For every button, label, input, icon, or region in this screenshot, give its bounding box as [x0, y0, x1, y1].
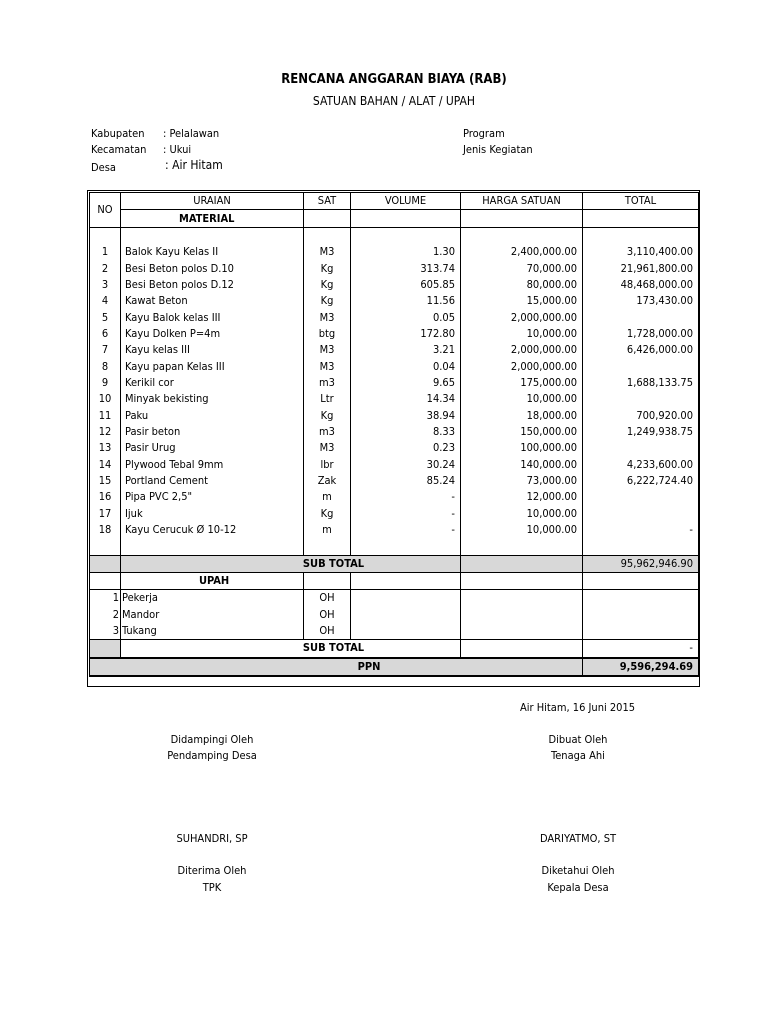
material-name: Besi Beton polos D.10 — [121, 260, 304, 276]
material-sat: Kg — [304, 260, 351, 276]
material-volume: - — [351, 506, 461, 522]
material-total: 1,728,000.00 — [583, 326, 699, 342]
kabupaten-label: Kabupaten — [91, 127, 145, 140]
place-date: Air Hitam, 16 Juni 2015 — [520, 701, 636, 714]
header-sat: SAT — [304, 193, 351, 210]
right-approver-role-1: Diketahui Oleh — [541, 864, 615, 877]
material-volume: 313.74 — [351, 260, 461, 276]
material-harga: 10,000.00 — [461, 326, 583, 342]
material-sat: m3 — [304, 424, 351, 440]
kabupaten-value: : Pelalawan — [163, 127, 220, 140]
cell — [90, 538, 121, 555]
spacer-row — [90, 538, 699, 555]
material-sat: M3 — [304, 358, 351, 374]
subtotal-upah-row — [90, 640, 699, 658]
cell — [121, 538, 304, 555]
material-sat: m — [304, 489, 351, 505]
material-volume: 38.94 — [351, 407, 461, 423]
material-no: 18 — [90, 522, 121, 538]
cell — [351, 538, 461, 555]
rab-table-body — [90, 193, 699, 676]
material-sat: Kg — [304, 506, 351, 522]
material-row — [90, 326, 699, 342]
material-no: 9 — [90, 375, 121, 391]
material-name: Paku — [121, 407, 304, 423]
cell — [304, 227, 351, 244]
cell — [304, 210, 351, 227]
material-no: 5 — [90, 309, 121, 325]
table-header-row — [90, 193, 699, 210]
material-harga: 150,000.00 — [461, 424, 583, 440]
subtotal-upah-value: - — [583, 640, 699, 658]
material-harga: 12,000.00 — [461, 489, 583, 505]
material-volume: 14.34 — [351, 391, 461, 407]
material-total — [583, 309, 699, 325]
desa-label: Desa — [91, 161, 116, 174]
left-signer-role-1: Didampingi Oleh — [170, 733, 254, 746]
material-total: 4,233,600.00 — [583, 457, 699, 473]
material-volume: 9.65 — [351, 375, 461, 391]
upah-row — [90, 590, 699, 607]
upah-name: Mandor — [121, 607, 304, 623]
material-no: 17 — [90, 506, 121, 522]
cell — [583, 623, 699, 640]
cell — [461, 555, 583, 572]
right-signer-name: DARIYATMO, ST — [539, 832, 617, 845]
material-row — [90, 277, 699, 293]
material-header-row — [90, 210, 699, 227]
material-volume: 605.85 — [351, 277, 461, 293]
left-approver-role-2: TPK — [202, 881, 222, 894]
cell — [583, 538, 699, 555]
material-volume: 8.33 — [351, 424, 461, 440]
upah-no: 1 — [90, 590, 121, 607]
cell — [351, 210, 461, 227]
jenis-kegiatan-label: Jenis Kegiatan — [463, 143, 533, 156]
material-volume: 3.21 — [351, 342, 461, 358]
cell — [304, 538, 351, 555]
material-name: Pasir Urug — [121, 440, 304, 456]
material-sat: M3 — [304, 440, 351, 456]
material-total: 48,468,000.00 — [583, 277, 699, 293]
right-approver-role-2: Kepala Desa — [547, 881, 609, 894]
kecamatan-value: : Ukui — [163, 143, 192, 156]
upah-no: 3 — [90, 623, 121, 640]
ppn-value: 9,596,294.69 — [583, 658, 699, 676]
desa-value: : Air Hitam — [165, 158, 223, 172]
material-sat: btg — [304, 326, 351, 342]
kecamatan-label: Kecamatan — [91, 143, 147, 156]
material-total: 1,688,133.75 — [583, 375, 699, 391]
cell — [121, 227, 304, 244]
material-sat: M3 — [304, 342, 351, 358]
material-name: Besi Beton polos D.12 — [121, 277, 304, 293]
material-row — [90, 457, 699, 473]
spacer-row — [90, 227, 699, 244]
material-row — [90, 244, 699, 260]
material-total — [583, 489, 699, 505]
material-no: 6 — [90, 326, 121, 342]
material-row — [90, 407, 699, 423]
material-total: 6,222,724.40 — [583, 473, 699, 489]
cell — [351, 623, 461, 640]
material-row — [90, 293, 699, 309]
material-harga: 10,000.00 — [461, 391, 583, 407]
header-volume: VOLUME — [351, 193, 461, 210]
material-name: Balok Kayu Kelas II — [121, 244, 304, 260]
upah-name: Tukang — [121, 623, 304, 640]
material-name: Kawat Beton — [121, 293, 304, 309]
cell — [351, 227, 461, 244]
material-harga: 10,000.00 — [461, 522, 583, 538]
subtotal-upah-label: SUB TOTAL — [121, 640, 461, 658]
subtotal-material-label: SUB TOTAL — [121, 555, 461, 572]
material-no: 15 — [90, 473, 121, 489]
material-volume: 1.30 — [351, 244, 461, 260]
material-total: 173,430.00 — [583, 293, 699, 309]
material-volume: 0.04 — [351, 358, 461, 374]
material-row — [90, 391, 699, 407]
document-title: RENCANA ANGGARAN BIAYA (RAB) — [281, 72, 507, 87]
material-no: 14 — [90, 457, 121, 473]
material-harga: 175,000.00 — [461, 375, 583, 391]
material-harga: 73,000.00 — [461, 473, 583, 489]
material-volume: - — [351, 489, 461, 505]
material-row — [90, 522, 699, 538]
material-no: 7 — [90, 342, 121, 358]
material-sat: M3 — [304, 244, 351, 260]
cell — [583, 590, 699, 607]
material-row — [90, 440, 699, 456]
material-no: 10 — [90, 391, 121, 407]
material-harga: 140,000.00 — [461, 457, 583, 473]
material-name: Kayu Dolken P=4m — [121, 326, 304, 342]
ppn-label: PPN — [90, 658, 583, 676]
program-label: Program — [463, 127, 505, 140]
material-sat: Kg — [304, 277, 351, 293]
material-harga: 18,000.00 — [461, 407, 583, 423]
material-total: 21,961,800.00 — [583, 260, 699, 276]
material-total — [583, 506, 699, 522]
cell — [583, 210, 699, 227]
cell — [304, 572, 351, 589]
material-no: 1 — [90, 244, 121, 260]
material-no: 4 — [90, 293, 121, 309]
cell — [90, 227, 121, 244]
material-harga: 70,000.00 — [461, 260, 583, 276]
rab-table — [89, 192, 699, 677]
material-row — [90, 424, 699, 440]
material-volume: 30.24 — [351, 457, 461, 473]
cell — [461, 607, 583, 623]
material-sat: m3 — [304, 375, 351, 391]
left-signer-name: SUHANDRI, SP — [176, 832, 248, 845]
material-name: Kayu Balok kelas III — [121, 309, 304, 325]
material-name: Pipa PVC 2,5" — [121, 489, 304, 505]
cell — [461, 572, 583, 589]
upah-sat: OH — [304, 623, 351, 640]
right-signer-role-1: Dibuat Oleh — [548, 733, 608, 746]
material-row — [90, 489, 699, 505]
material-no: 11 — [90, 407, 121, 423]
upah-sat: OH — [304, 607, 351, 623]
right-signer-role-2: Tenaga Ahi — [551, 749, 605, 762]
material-no: 13 — [90, 440, 121, 456]
material-total: 3,110,400.00 — [583, 244, 699, 260]
cell — [461, 590, 583, 607]
cell — [583, 227, 699, 244]
material-sat: lbr — [304, 457, 351, 473]
material-sat: Zak — [304, 473, 351, 489]
cell — [90, 555, 121, 572]
material-name: Kayu papan Kelas III — [121, 358, 304, 374]
material-row — [90, 309, 699, 325]
upah-row — [90, 623, 699, 640]
material-sat: Kg — [304, 407, 351, 423]
cell — [461, 623, 583, 640]
cell — [461, 227, 583, 244]
material-harga: 2,000,000.00 — [461, 342, 583, 358]
material-sat: M3 — [304, 309, 351, 325]
cell — [90, 572, 121, 589]
header-no: NO — [90, 193, 121, 228]
material-total — [583, 440, 699, 456]
material-row — [90, 342, 699, 358]
material-name: Kayu Cerucuk Ø 10-12 — [121, 522, 304, 538]
material-total: 6,426,000.00 — [583, 342, 699, 358]
material-name: Kayu kelas III — [121, 342, 304, 358]
material-name: Pasir beton — [121, 424, 304, 440]
left-approver-role-1: Diterima Oleh — [177, 864, 247, 877]
material-harga: 15,000.00 — [461, 293, 583, 309]
material-volume: 0.23 — [351, 440, 461, 456]
cell — [461, 210, 583, 227]
header-uraian: URAIAN — [121, 193, 304, 210]
material-sat: m — [304, 522, 351, 538]
material-volume: 172.80 — [351, 326, 461, 342]
material-harga: 2,000,000.00 — [461, 358, 583, 374]
cell — [351, 607, 461, 623]
cell — [90, 640, 121, 658]
cell — [351, 572, 461, 589]
upah-no: 2 — [90, 607, 121, 623]
material-no: 8 — [90, 358, 121, 374]
material-harga: 10,000.00 — [461, 506, 583, 522]
material-no: 12 — [90, 424, 121, 440]
material-row — [90, 506, 699, 522]
material-label: MATERIAL — [121, 210, 304, 227]
material-row — [90, 375, 699, 391]
upah-name: Pekerja — [121, 590, 304, 607]
upah-label: UPAH — [121, 572, 304, 589]
upah-header-row — [90, 572, 699, 589]
material-volume: 11.56 — [351, 293, 461, 309]
cell — [461, 640, 583, 658]
material-sat: Ltr — [304, 391, 351, 407]
subtotal-material-row — [90, 555, 699, 572]
material-total: 1,249,938.75 — [583, 424, 699, 440]
cell — [583, 572, 699, 589]
material-total — [583, 358, 699, 374]
cell — [583, 607, 699, 623]
material-row — [90, 473, 699, 489]
material-name: Ijuk — [121, 506, 304, 522]
material-harga: 100,000.00 — [461, 440, 583, 456]
material-no: 16 — [90, 489, 121, 505]
material-total — [583, 391, 699, 407]
material-sat: Kg — [304, 293, 351, 309]
material-row — [90, 358, 699, 374]
document-subtitle: SATUAN BAHAN / ALAT / UPAH — [312, 94, 476, 108]
left-signer-role-2: Pendamping Desa — [167, 749, 257, 762]
subtotal-material-value: 95,962,946.90 — [583, 555, 699, 572]
header-total: TOTAL — [583, 193, 699, 210]
material-row — [90, 260, 699, 276]
material-volume: 0.05 — [351, 309, 461, 325]
material-no: 3 — [90, 277, 121, 293]
material-volume: - — [351, 522, 461, 538]
header-harga: HARGA SATUAN — [461, 193, 583, 210]
material-name: Plywood Tebal 9mm — [121, 457, 304, 473]
upah-sat: OH — [304, 590, 351, 607]
cell — [351, 590, 461, 607]
material-name: Kerikil cor — [121, 375, 304, 391]
ppn-row — [90, 658, 699, 676]
material-total: - — [583, 522, 699, 538]
material-name: Portland Cement — [121, 473, 304, 489]
upah-row — [90, 607, 699, 623]
material-volume: 85.24 — [351, 473, 461, 489]
material-harga: 80,000.00 — [461, 277, 583, 293]
material-harga: 2,000,000.00 — [461, 309, 583, 325]
material-no: 2 — [90, 260, 121, 276]
material-total: 700,920.00 — [583, 407, 699, 423]
material-name: Minyak bekisting — [121, 391, 304, 407]
cell — [461, 538, 583, 555]
material-harga: 2,400,000.00 — [461, 244, 583, 260]
